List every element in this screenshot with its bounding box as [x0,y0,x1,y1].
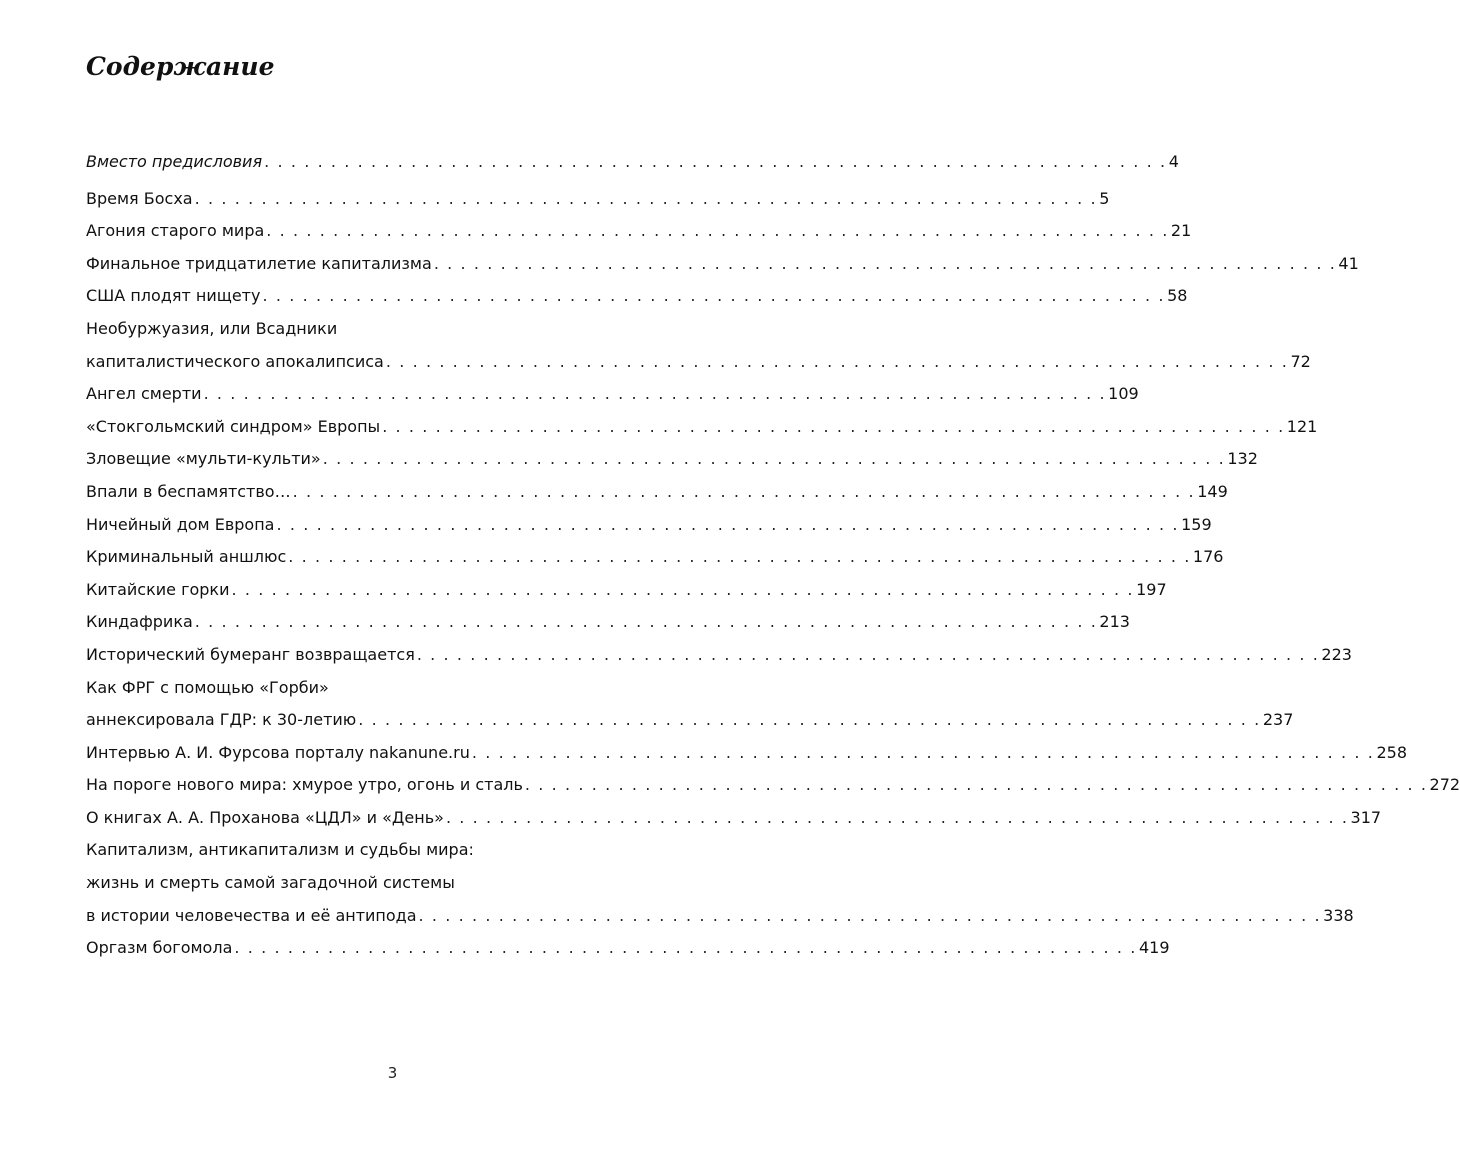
toc-entry-line [86,541,1224,574]
toc-entry-line [86,704,1294,737]
toc-entry-line [86,183,1110,216]
toc-entry-title: Как ФРГ с помощью «Горби» [86,677,329,697]
dot-leader: . . . . . . . . . . . . . . . . . . . . . . . . . . . . . . . . . . . . . . . . . . . . . . . . . . . . . . . . . . . . . . . . . . . . [418,905,1322,925]
page-title: Содержание [86,52,275,81]
dot-leader: . . . . . . . . . . . . . . . . . . . . . . . . . . . . . . . . . . . . . . . . . . . . . . . . . . . . . . . . . . . . . . . . . . . . [416,644,1320,664]
toc-page-number: 4 [1168,152,1179,171]
toc-entry-title: Финальное тридцатилетие капитализма [86,253,432,273]
toc-entry-line [86,802,1382,835]
toc-page-number: 197 [1136,579,1167,599]
dot-leader: . . . . . . . . . . . . . . . . . . . . . . . . . . . . . . . . . . . . . . . . . . . . . . . . . . . . . . . . . . . . . . . . . . . . [264,152,1167,171]
toc-page-number: 176 [1192,547,1224,567]
toc-entry-title: США плодят нищету [86,286,261,306]
toc-entry-title: Время Босха [86,188,193,208]
toc-entry-line [86,834,702,867]
toc-entry-title: «Стокгольмский синдром» Европы [86,416,381,436]
toc-page-number: 159 [1181,514,1212,534]
toc-page-number: 213 [1099,612,1130,632]
toc-entry [86,443,1258,476]
toc-entry-line [86,346,1311,379]
toc-entry-line [86,509,1212,542]
toc-entry-line [86,900,1354,933]
dot-leader: . . . . . . . . . . . . . . . . . . . . . . . . . . . . . . . . . . . . . . . . . . . . . . . . . . . . . . . . . . . . . . . . . . . . [194,612,1098,632]
toc-entry-line [86,606,1130,639]
toc-entry-title: Оргазм богомола [86,938,233,958]
toc-entry-line [86,476,1228,509]
dot-leader: . . . . . . . . . . . . . . . . . . . . . . . . . . . . . . . . . . . . . . . . . . . . . . . . . . . . . . . . . . . . . . . . . . . . [433,253,1337,273]
toc-entry [86,737,1407,770]
dot-leader: . . . . . . . . . . . . . . . . . . . . . . . . . . . . . . . . . . . . . . . . . . . . . . . . . . . . . . . . . . . . . . . . . . . . [322,449,1226,469]
toc-entry [86,769,1460,802]
toc-entry-line [86,932,1170,965]
toc-entry-title: Криминальный аншлюс [86,547,287,567]
dot-leader: . . . . . . . . . . . . . . . . . . . . . . . . . . . . . . . . . . . . . . . . . . . . . . . . . . . . . . . . . . . . . . . . . . . . [445,807,1349,827]
toc-entry-title: Зловещие «мульти-культи» [86,449,321,469]
dot-leader: . . . . . . . . . . . . . . . . . . . . . . . . . . . . . . . . . . . . . . . . . . . . . . . . . . . . . . . . . . . . . . . . . . . . [276,514,1180,534]
dot-leader: . . . . . . . . . . . . . . . . . . . . . . . . . . . . . . . . . . . . . . . . . . . . . . . . . . . . . . . . . . . . . . . . . . . . [203,384,1107,404]
dot-leader: . . . . . . . . . . . . . . . . . . . . . . . . . . . . . . . . . . . . . . . . . . . . . . . . . . . . . . . . . . . . . . . . . . . . [524,775,1428,795]
toc-entry [86,183,1110,216]
toc-entry-line [86,737,1407,770]
toc-entry-title: Интервью А. И. Фурсова порталу nakanune.ru [86,742,470,762]
toc-entry [86,834,1354,932]
toc-entry [86,378,1139,411]
toc-entry [86,280,1188,313]
toc-entry [86,509,1212,542]
dot-leader: . . . . . . . . . . . . . . . . . . . . . . . . . . . . . . . . . . . . . . . . . . . . . . . . . . . . . . . . . . . . . . . . . . . . [385,351,1289,371]
toc-entry-line [86,443,1258,476]
toc-page-number: 272 [1429,775,1460,795]
toc-entry [86,215,1192,248]
toc-entry-title: Ангел смерти [86,384,202,404]
toc-entry-title: Необуржуазия, или Всадники [86,318,338,338]
toc-entry-title: аннексировала ГДР: к 30-летию [86,710,357,730]
toc-entry-line [86,867,702,900]
toc-entry-line [86,280,1188,313]
dot-leader: . . . . . . . . . . . . . . . . . . . . . . . . . . . . . . . . . . . . . . . . . . . . . . . . . . . . . . . . . . . . . . . . . . . . [471,742,1375,762]
toc-entry-title: Киндафрика [86,612,193,632]
toc-page-number: 338 [1323,905,1354,925]
toc-entry [86,313,1311,378]
toc-page-number: 317 [1350,807,1382,827]
toc-entry-title: Вместо предисловия [86,152,263,171]
toc-page-number: 5 [1099,188,1110,208]
toc-entry-title: Капитализм, антикапитализм и судьбы мира: [86,840,474,860]
toc-entry [86,411,1318,444]
toc-entry [86,541,1224,574]
toc-entry-line [86,769,1460,802]
toc-page-number: 132 [1227,449,1258,469]
toc-entry-title: Ничейный дом Европа [86,514,275,534]
dot-leader: . . . . . . . . . . . . . . . . . . . . . . . . . . . . . . . . . . . . . . . . . . . . . . . . . . . . . . . . . . . . . . . . . . . . [288,547,1191,567]
toc-entry-line [86,639,1352,672]
toc-entry-title: Агония старого мира [86,221,265,241]
toc-entry [86,606,1130,639]
toc-entry [86,802,1382,835]
dot-leader: . . . . . . . . . . . . . . . . . . . . . . . . . . . . . . . . . . . . . . . . . . . . . . . . . . . . . . . . . . . . . . . . . . . . [262,286,1166,306]
toc-page-number: 121 [1286,416,1318,436]
toc-entry-line [86,411,1318,444]
toc-page-number: 223 [1321,644,1352,664]
toc-page-number: 149 [1197,481,1228,501]
page-number: 3 [387,1064,398,1082]
dot-leader: . . . . . . . . . . . . . . . . . . . . . . . . . . . . . . . . . . . . . . . . . . . . . . . . . . . . . . . . . . . . . . . . . . . . [231,579,1135,599]
toc-page-number: 258 [1376,742,1407,762]
toc-page-number: 237 [1262,710,1294,730]
toc-entry [86,146,1179,179]
toc-entry-line [86,378,1139,411]
dot-leader: . . . . . . . . . . . . . . . . . . . . . . . . . . . . . . . . . . . . . . . . . . . . . . . . . . . . . . . . . . . . . . . . . . . . [266,221,1169,241]
toc-page-number: 41 [1338,253,1359,273]
toc-page-number: 21 [1170,221,1192,241]
toc-entry-title: жизнь и смерть самой загадочной системы [86,873,455,893]
toc-entry-line [86,574,1167,607]
toc-entry-line [86,313,702,346]
toc-page-number: 58 [1167,286,1188,306]
toc-page-number: 72 [1290,351,1311,371]
toc-entry-title: Китайские горки [86,579,230,599]
toc-entry [86,672,1294,737]
toc-entry [86,932,1170,965]
toc-entry [86,248,1359,281]
table-of-contents [86,146,1460,965]
dot-leader: . . . . . . . . . . . . . . . . . . . . . . . . . . . . . . . . . . . . . . . . . . . . . . . . . . . . . . . . . . . . . . . . . . . . [234,938,1137,958]
toc-entry-title: Впали в беспамятство… [86,481,291,501]
toc-page-number: 419 [1138,938,1170,958]
dot-leader: . . . . . . . . . . . . . . . . . . . . . . . . . . . . . . . . . . . . . . . . . . . . . . . . . . . . . . . . . . . . . . . . . . . . [382,416,1285,436]
toc-entry-line [86,248,1359,281]
toc-entry [86,574,1167,607]
toc-entry-line [86,146,1179,179]
toc-entry-title: в истории человечества и её антипода [86,905,417,925]
toc-page-number: 109 [1108,384,1139,404]
toc-entry-title: На пороге нового мира: хмурое утро, огонь и сталь [86,775,523,795]
toc-entry-title: капиталистического апокалипсиса [86,351,384,371]
dot-leader: . . . . . . . . . . . . . . . . . . . . . . . . . . . . . . . . . . . . . . . . . . . . . . . . . . . . . . . . . . . . . . . . . . . . [358,710,1261,730]
toc-entry-line [86,215,1192,248]
toc-entry-title: О книгах А. А. Проханова «ЦДЛ» и «День» [86,807,444,827]
dot-leader: . . . . . . . . . . . . . . . . . . . . . . . . . . . . . . . . . . . . . . . . . . . . . . . . . . . . . . . . . . . . . . . . . . . . [292,481,1196,501]
toc-entry-line [86,672,702,705]
toc-entry [86,476,1228,509]
dot-leader: . . . . . . . . . . . . . . . . . . . . . . . . . . . . . . . . . . . . . . . . . . . . . . . . . . . . . . . . . . . . . . . . . . . . [194,188,1098,208]
toc-entry-title: Исторический бумеранг возвращается [86,644,415,664]
toc-entry [86,639,1352,672]
